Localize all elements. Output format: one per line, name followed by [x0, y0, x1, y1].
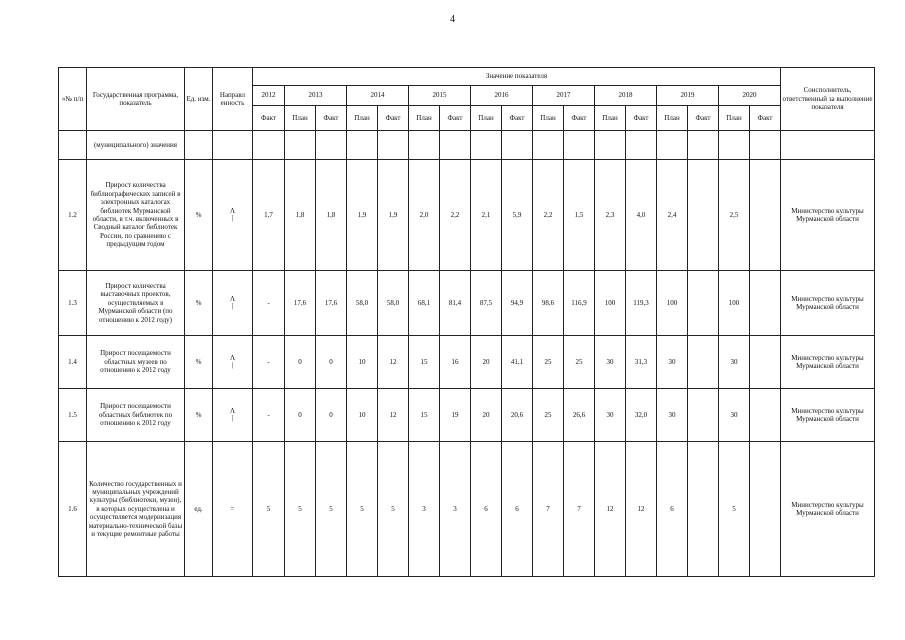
row-executor: Министерство культуры Мурманской области: [781, 389, 875, 442]
col-header-unit: Ед. изм.: [185, 68, 213, 131]
fakt-header: Факт: [316, 106, 347, 131]
value-cell: 32,0: [626, 389, 657, 442]
empty-cell: [564, 131, 595, 160]
year-header-2019: 2019: [657, 86, 719, 106]
value-cell: 12: [378, 389, 409, 442]
value-cell: 30: [657, 336, 688, 389]
indicator-row: [59, 336, 875, 389]
value-cell: 3: [440, 442, 471, 577]
value-cell: 6: [657, 442, 688, 577]
empty-cell: [347, 131, 378, 160]
value-cell: 16: [440, 336, 471, 389]
direction-symbol: |: [231, 360, 234, 369]
value-cell: 2,1: [471, 160, 502, 271]
row-executor: Министерство культуры Мурманской области: [781, 336, 875, 389]
value-cell: 17,6: [285, 271, 316, 336]
year-header-2018: 2018: [595, 86, 657, 106]
empty-cell: [316, 131, 347, 160]
value-cell: 7: [533, 442, 564, 577]
direction-symbol: |: [231, 413, 234, 422]
value-cell: 4,0: [626, 160, 657, 271]
row-num: 1.5: [59, 389, 87, 442]
empty-cell: [595, 131, 626, 160]
row-direction: [213, 271, 253, 336]
empty-cell: [471, 131, 502, 160]
row-direction: [213, 336, 253, 389]
row-name: Прирост количества библиографических записей в электронных каталогах библиотек Мурманской области, в т.ч. включенных в Сводный каталог библиотек России, по сравнению с предыдущим годом: [87, 160, 185, 271]
value-cell: 30: [719, 336, 750, 389]
year-header-2013: 2013: [285, 86, 347, 106]
plan-header: План: [285, 106, 316, 131]
fakt-header: Факт: [440, 106, 471, 131]
fakt-header: Факт: [626, 106, 657, 131]
row-name: Прирост посещаемости областных библиотек по отношению к 2012 году: [87, 389, 185, 442]
value-cell: 20: [471, 389, 502, 442]
value-cell: 30: [595, 389, 626, 442]
value-cell: 2,0: [409, 160, 440, 271]
row-unit: %: [185, 271, 213, 336]
value-cell: 68,1: [409, 271, 440, 336]
value-cell: 7: [564, 442, 595, 577]
fakt-header: Факт: [378, 106, 409, 131]
value-cell: [688, 442, 719, 577]
value-cell: 5,9: [502, 160, 533, 271]
plan-header: План: [657, 106, 688, 131]
value-cell: 2,3: [595, 160, 626, 271]
value-cell: 20: [471, 336, 502, 389]
direction-indicator: [230, 208, 235, 222]
value-cell: 41,1: [502, 336, 533, 389]
value-cell: 25: [564, 336, 595, 389]
plan-header: План: [533, 106, 564, 131]
row-num: 1.3: [59, 271, 87, 336]
value-cell: 5: [316, 442, 347, 577]
value-cell: 12: [378, 336, 409, 389]
direction-symbol: Λ: [229, 294, 236, 303]
empty-cell: [502, 131, 533, 160]
value-cell: 100: [595, 271, 626, 336]
fakt-header: Факт: [688, 106, 719, 131]
row-name: Количество государственных и муниципальных учреждений культуры (библиотеки, музеи), в которых осуществлена и осуществляется модернизация материально-технической базы и текущие ремонтные работы: [87, 442, 185, 577]
direction-indicator: [230, 408, 235, 422]
empty-cell: [213, 131, 253, 160]
value-cell: 0: [316, 389, 347, 442]
year-header-2014: 2014: [347, 86, 409, 106]
value-cell: 2,4: [657, 160, 688, 271]
value-cell: 6: [502, 442, 533, 577]
plan-header: План: [719, 106, 750, 131]
row-unit: ед.: [185, 442, 213, 577]
empty-cell: [59, 131, 87, 160]
value-cell: [750, 271, 781, 336]
value-cell: [750, 160, 781, 271]
value-cell: 10: [347, 389, 378, 442]
value-cell: 100: [719, 271, 750, 336]
value-cell: 2,2: [440, 160, 471, 271]
value-cell: 25: [533, 389, 564, 442]
empty-cell: [409, 131, 440, 160]
value-cell: 6: [471, 442, 502, 577]
value-cell: 2,2: [533, 160, 564, 271]
value-cell: 30: [595, 336, 626, 389]
value-cell: 1,5: [564, 160, 595, 271]
plan-header: План: [595, 106, 626, 131]
value-cell: 15: [409, 336, 440, 389]
value-cell: [750, 442, 781, 577]
empty-cell: [688, 131, 719, 160]
value-cell: 25: [533, 336, 564, 389]
value-cell: 94,9: [502, 271, 533, 336]
empty-cell: [440, 131, 471, 160]
year-header-2012: 2012: [253, 86, 285, 106]
indicator-row: [59, 389, 875, 442]
value-cell: [688, 389, 719, 442]
row-unit: %: [185, 160, 213, 271]
value-cell: 1,7: [253, 160, 285, 271]
value-cell: 26,6: [564, 389, 595, 442]
value-cell: 5: [347, 442, 378, 577]
empty-cell: [253, 131, 285, 160]
value-cell: [750, 389, 781, 442]
empty-cell: [185, 131, 213, 160]
value-cell: 5: [285, 442, 316, 577]
value-cell: 58,0: [378, 271, 409, 336]
value-cell: -: [253, 271, 285, 336]
value-cell: 12: [595, 442, 626, 577]
value-cell: 19: [440, 389, 471, 442]
value-cell: 1,9: [347, 160, 378, 271]
empty-cell: [533, 131, 564, 160]
row-unit: %: [185, 389, 213, 442]
empty-cell: [378, 131, 409, 160]
row-num: 1.2: [59, 160, 87, 271]
fakt-header: Факт: [564, 106, 595, 131]
value-cell: 0: [285, 389, 316, 442]
row-executor: Министерство культуры Мурманской области: [781, 271, 875, 336]
empty-cell: [285, 131, 316, 160]
page-number: 4: [450, 14, 455, 25]
value-cell: 20,6: [502, 389, 533, 442]
row-unit: %: [185, 336, 213, 389]
value-cell: 87,5: [471, 271, 502, 336]
col-header-num: «№ п/п: [59, 68, 87, 131]
direction-indicator: [231, 506, 235, 513]
value-cell: 31,3: [626, 336, 657, 389]
col-header-values-title: Значение показателя: [253, 68, 781, 86]
value-cell: 30: [719, 389, 750, 442]
direction-symbol: |: [231, 213, 234, 222]
value-cell: [750, 336, 781, 389]
value-cell: 116,9: [564, 271, 595, 336]
plan-header: План: [409, 106, 440, 131]
year-header-2020: 2020: [719, 86, 781, 106]
fakt-header: Факт: [502, 106, 533, 131]
value-cell: -: [253, 389, 285, 442]
header-row-1: [59, 68, 875, 86]
indicator-row: [59, 442, 875, 577]
value-cell: 15: [409, 389, 440, 442]
continuation-name: (муниципального) значения: [87, 131, 185, 160]
row-num: 1.4: [59, 336, 87, 389]
value-cell: [688, 271, 719, 336]
col-header-name: Государственная программа, показатель: [87, 68, 185, 131]
direction-symbol: Λ: [229, 353, 236, 362]
value-cell: 98,6: [533, 271, 564, 336]
empty-cell: [781, 131, 875, 160]
empty-cell: [750, 131, 781, 160]
plan-header: План: [471, 106, 502, 131]
value-cell: [688, 160, 719, 271]
row-direction: [213, 160, 253, 271]
value-cell: 3: [409, 442, 440, 577]
row-direction: [213, 389, 253, 442]
indicators-table: [58, 67, 875, 577]
value-cell: 100: [657, 271, 688, 336]
direction-symbol: |: [231, 301, 234, 310]
value-cell: [688, 336, 719, 389]
fakt-header: Факт: [750, 106, 781, 131]
row-name: Прирост посещаемости областных музеев по отношению к 2012 году: [87, 336, 185, 389]
row-name: Прирост количества выставочных проектов, осуществляемых в Мурманской области (по отношению к 2012 году): [87, 271, 185, 336]
plan-header: План: [347, 106, 378, 131]
value-cell: 0: [285, 336, 316, 389]
direction-indicator: [230, 296, 235, 310]
fakt-header: Факт: [253, 106, 285, 131]
row-direction: [213, 442, 253, 577]
col-header-direction: Направл енность: [213, 68, 253, 131]
year-header-2016: 2016: [471, 86, 533, 106]
direction-symbol: Λ: [229, 406, 236, 415]
direction-indicator: [230, 355, 235, 369]
value-cell: 1,9: [378, 160, 409, 271]
value-cell: 5: [719, 442, 750, 577]
col-header-executor: Соисполнитель, ответственный за выполнение показателя: [781, 68, 875, 131]
row-executor: Министерство культуры Мурманской области: [781, 160, 875, 271]
value-cell: 2,5: [719, 160, 750, 271]
year-header-2017: 2017: [533, 86, 595, 106]
value-cell: 1,8: [285, 160, 316, 271]
value-cell: 30: [657, 389, 688, 442]
year-header-2015: 2015: [409, 86, 471, 106]
value-cell: 119,3: [626, 271, 657, 336]
value-cell: 1,8: [316, 160, 347, 271]
value-cell: 58,0: [347, 271, 378, 336]
direction-symbol: Λ: [229, 206, 236, 215]
empty-cell: [657, 131, 688, 160]
indicator-row: [59, 160, 875, 271]
value-cell: 81,4: [440, 271, 471, 336]
value-cell: 5: [253, 442, 285, 577]
value-cell: 10: [347, 336, 378, 389]
row-executor: Министерство культуры Мурманской области: [781, 442, 875, 577]
empty-cell: [719, 131, 750, 160]
value-cell: -: [253, 336, 285, 389]
value-cell: 12: [626, 442, 657, 577]
value-cell: 17,6: [316, 271, 347, 336]
indicator-row: [59, 271, 875, 336]
direction-symbol: =: [230, 504, 235, 513]
value-cell: 5: [378, 442, 409, 577]
row-num: 1.6: [59, 442, 87, 577]
continuation-row: [59, 131, 875, 160]
empty-cell: [626, 131, 657, 160]
value-cell: 0: [316, 336, 347, 389]
